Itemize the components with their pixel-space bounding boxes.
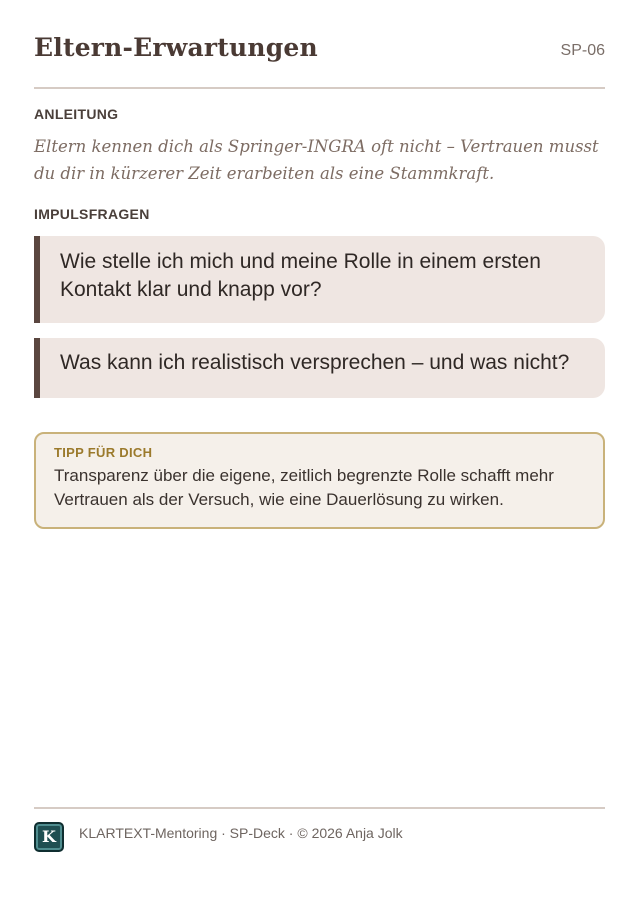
- tip-box: [34, 432, 605, 529]
- footer-divider: [34, 807, 605, 809]
- prompts-label: IMPULSFRAGEN: [34, 206, 150, 222]
- tip-label: TIPP FÜR DICH: [54, 445, 153, 460]
- instructions-text: Eltern kennen dich als Springer-INGRA oft nicht – Vertrauen musst du dir in kürzerer Zeit erarbeiten als eine Stammkraft.: [34, 137, 599, 183]
- brand-logo-icon: K: [34, 822, 64, 852]
- card-id: SP-06: [560, 42, 605, 59]
- card: [34, 0, 605, 900]
- prompt-card: [34, 338, 605, 398]
- header-divider: [34, 87, 605, 89]
- prompt-text: Was kann ich realistisch versprechen – und was nicht?: [60, 351, 570, 374]
- footer: [34, 820, 605, 856]
- footer-text: KLARTEXT-Mentoring · SP-Deck · © 2026 Anja Jolk: [79, 825, 403, 841]
- tip-text: Transparenz über die eigene, zeitlich begrenzte Rolle schafft mehr Vertrauen als der Versuch, wie eine Dauerlösung zu wirken.: [54, 466, 554, 509]
- page-title: Eltern-Erwartungen: [34, 33, 318, 62]
- card-header: [34, 30, 605, 70]
- prompt-card: [34, 236, 605, 323]
- prompt-text: Wie stelle ich mich und meine Rolle in einem ersten Kontakt klar und knapp vor?: [60, 250, 541, 301]
- instructions-label: ANLEITUNG: [34, 106, 119, 122]
